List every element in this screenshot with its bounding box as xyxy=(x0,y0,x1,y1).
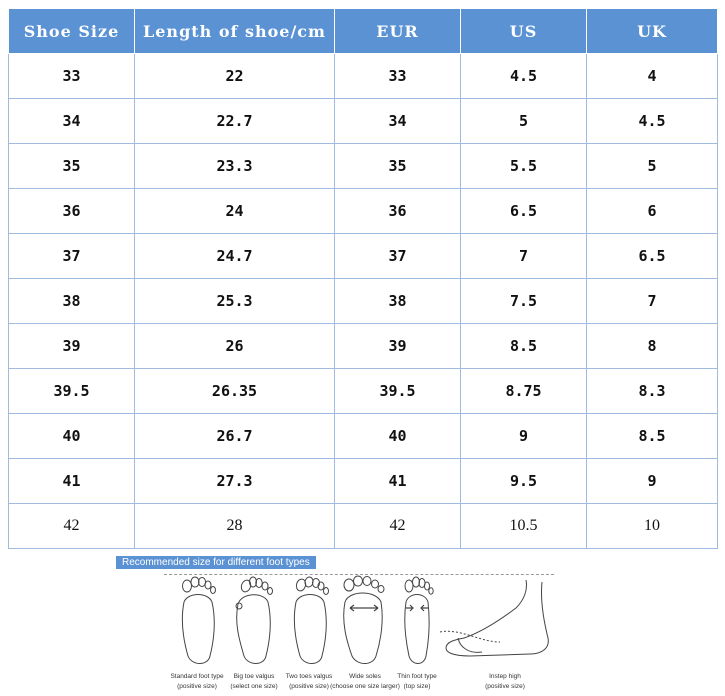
cell-length: 25.3 xyxy=(135,279,335,324)
standard-foot-icon xyxy=(174,572,222,668)
cell-length: 26 xyxy=(135,324,335,369)
table-row xyxy=(9,459,718,504)
cell-uk: 4.5 xyxy=(587,99,718,144)
foot-label-instep: Instep high (positive size) xyxy=(485,673,525,690)
size-chart-table xyxy=(8,8,718,549)
foot-type-guide xyxy=(112,554,562,694)
cell-length: 24 xyxy=(135,189,335,234)
cell-eur: 35 xyxy=(335,144,461,189)
table-row xyxy=(9,414,718,459)
table-row xyxy=(9,279,718,324)
table-row xyxy=(9,234,718,279)
table-row xyxy=(9,324,718,369)
table-row xyxy=(9,54,718,99)
cell-length: 23.3 xyxy=(135,144,335,189)
foot-label-thin: Thin foot type (top size) xyxy=(397,673,437,690)
cell-uk: 6 xyxy=(587,189,718,234)
header-eur: EUR xyxy=(335,9,461,54)
cell-length: 26.35 xyxy=(135,369,335,414)
cell-us: 8.5 xyxy=(461,324,587,369)
foot-label-standard: Standard foot type (positive size) xyxy=(170,673,224,690)
cell-uk: 5 xyxy=(587,144,718,189)
cell-length: 24.7 xyxy=(135,234,335,279)
two-toes-valgus-icon xyxy=(286,572,334,668)
header-length: Length of shoe/cm xyxy=(135,9,335,54)
cell-uk: 8.5 xyxy=(587,414,718,459)
header-row xyxy=(9,9,718,54)
cell-shoe-size: 34 xyxy=(9,99,135,144)
cell-us: 7 xyxy=(461,234,587,279)
cell-us: 10.5 xyxy=(461,504,587,549)
cell-shoe-size: 41 xyxy=(9,459,135,504)
table-row xyxy=(9,99,718,144)
cell-us: 4.5 xyxy=(461,54,587,99)
cell-shoe-size: 39 xyxy=(9,324,135,369)
cell-uk: 9 xyxy=(587,459,718,504)
cell-shoe-size: 42 xyxy=(9,504,135,549)
header-shoe-size: Shoe Size xyxy=(9,9,135,54)
cell-us: 5.5 xyxy=(461,144,587,189)
cell-uk: 10 xyxy=(587,504,718,549)
cell-uk: 8.3 xyxy=(587,369,718,414)
cell-eur: 34 xyxy=(335,99,461,144)
instep-high-icon xyxy=(430,572,556,668)
cell-shoe-size: 37 xyxy=(9,234,135,279)
cell-shoe-size: 40 xyxy=(9,414,135,459)
cell-us: 5 xyxy=(461,99,587,144)
cell-shoe-size: 38 xyxy=(9,279,135,324)
cell-eur: 39 xyxy=(335,324,461,369)
cell-us: 7.5 xyxy=(461,279,587,324)
header-us: US xyxy=(461,9,587,54)
cell-eur: 33 xyxy=(335,54,461,99)
cell-uk: 7 xyxy=(587,279,718,324)
cell-eur: 38 xyxy=(335,279,461,324)
cell-uk: 6.5 xyxy=(587,234,718,279)
cell-shoe-size: 35 xyxy=(9,144,135,189)
cell-us: 6.5 xyxy=(461,189,587,234)
guide-banner: Recommended size for different foot types xyxy=(116,556,316,569)
cell-eur: 40 xyxy=(335,414,461,459)
foot-label-two-toes: Two toes valgus (positive size) xyxy=(285,673,333,690)
cell-shoe-size: 36 xyxy=(9,189,135,234)
table-row xyxy=(9,189,718,234)
cell-uk: 4 xyxy=(587,54,718,99)
cell-eur: 41 xyxy=(335,459,461,504)
cell-shoe-size: 39.5 xyxy=(9,369,135,414)
table-row xyxy=(9,144,718,189)
table-row xyxy=(9,504,718,549)
cell-eur: 37 xyxy=(335,234,461,279)
cell-uk: 8 xyxy=(587,324,718,369)
cell-length: 26.7 xyxy=(135,414,335,459)
cell-length: 27.3 xyxy=(135,459,335,504)
wide-soles-icon xyxy=(338,572,390,668)
table-row xyxy=(9,369,718,414)
cell-us: 9.5 xyxy=(461,459,587,504)
foot-label-big-toe: Big toe valgus (select one size) xyxy=(230,673,278,690)
cell-eur: 39.5 xyxy=(335,369,461,414)
cell-us: 9 xyxy=(461,414,587,459)
cell-length: 22.7 xyxy=(135,99,335,144)
cell-length: 22 xyxy=(135,54,335,99)
table-body xyxy=(9,54,718,549)
big-toe-valgus-icon xyxy=(230,572,278,668)
header-uk: UK xyxy=(587,9,718,54)
cell-eur: 42 xyxy=(335,504,461,549)
cell-length: 28 xyxy=(135,504,335,549)
cell-us: 8.75 xyxy=(461,369,587,414)
cell-shoe-size: 33 xyxy=(9,54,135,99)
cell-eur: 36 xyxy=(335,189,461,234)
foot-label-wide: Wide soles (choose one size larger) xyxy=(330,673,400,690)
